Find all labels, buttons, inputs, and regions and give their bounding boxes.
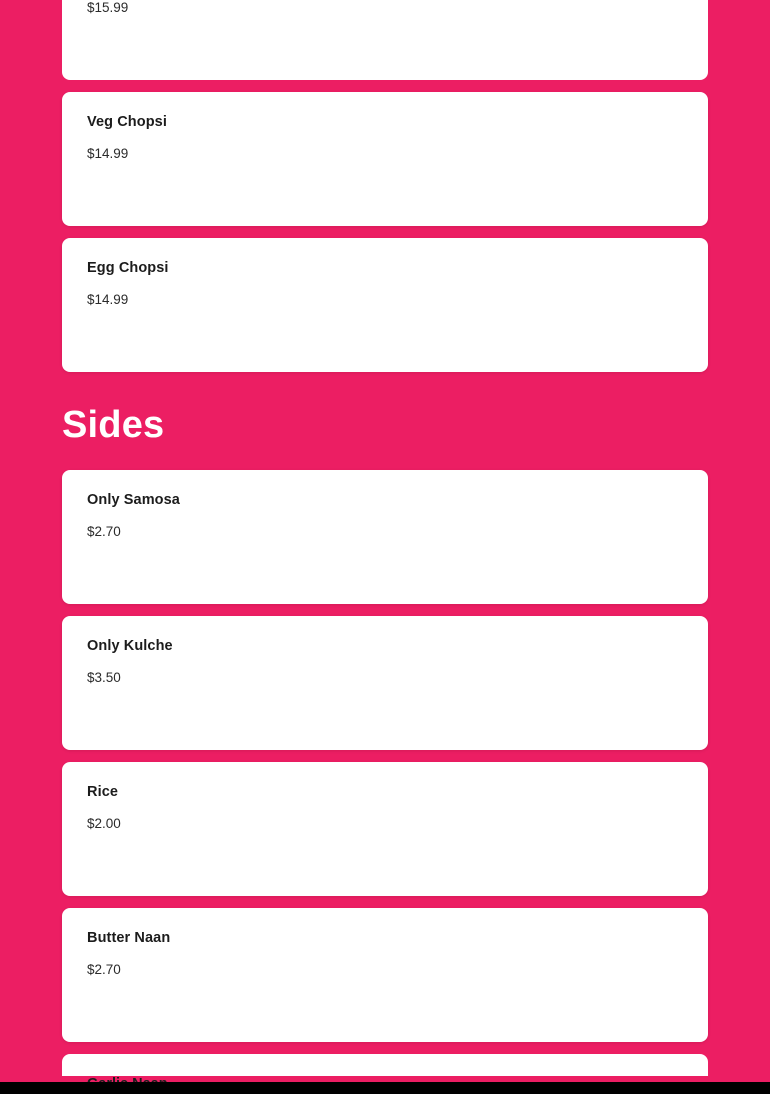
item-name: Butter Naan [87,930,171,946]
item-price: $3.50 [87,670,121,686]
menu-item-card[interactable] [62,238,708,372]
menu-item-card[interactable] [62,762,708,896]
item-name: Egg Chopsi [87,260,169,276]
menu-item-card-partial[interactable] [62,1054,708,1076]
menu-item-card-partial[interactable] [62,0,708,80]
item-price: $14.99 [87,292,129,308]
item-price: $14.99 [87,146,129,162]
menu-item-card[interactable] [62,616,708,750]
menu-item-card[interactable] [62,92,708,226]
item-price: $2.70 [87,524,121,540]
menu-item-card[interactable] [62,470,708,604]
bottom-bar [0,1082,770,1094]
item-price: $2.70 [87,962,121,978]
section-title-sides: Sides [62,404,165,446]
item-price: $2.00 [87,816,121,832]
menu-item-card[interactable] [62,908,708,1042]
item-price: $15.99 [87,0,129,15]
item-name: Only Samosa [87,492,180,508]
item-name: Only Kulche [87,638,173,654]
item-name: Veg Chopsi [87,114,167,130]
item-name: Rice [87,784,119,800]
